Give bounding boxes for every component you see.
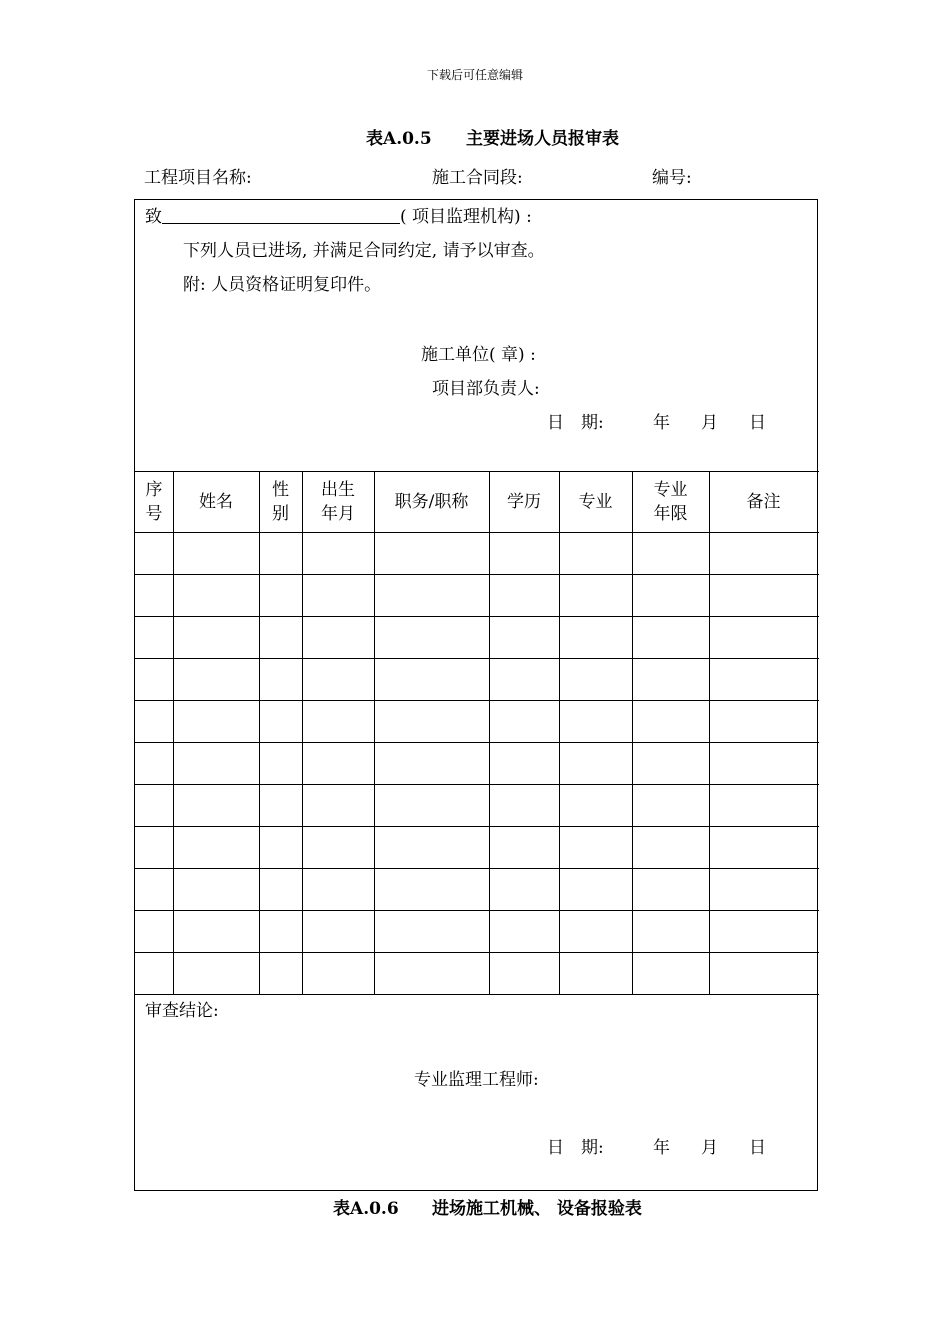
column-header-line-1: 出生 bbox=[321, 479, 355, 500]
table-cell[interactable] bbox=[375, 785, 488, 825]
table-cell[interactable] bbox=[560, 869, 631, 909]
table-cell[interactable] bbox=[490, 701, 558, 741]
table-cell[interactable] bbox=[174, 785, 258, 825]
date-day: 日 bbox=[749, 413, 766, 433]
table-cell[interactable] bbox=[303, 743, 373, 783]
table-cell[interactable] bbox=[633, 617, 708, 657]
table-cell[interactable] bbox=[174, 659, 258, 699]
table-cell[interactable] bbox=[303, 575, 373, 615]
table-cell[interactable] bbox=[710, 533, 817, 573]
table-cell[interactable] bbox=[174, 575, 258, 615]
header-note: 下载后可任意编辑 bbox=[426, 68, 523, 82]
recipient-blank[interactable] bbox=[162, 207, 400, 224]
date-label: 日 期: bbox=[547, 413, 604, 433]
column-header-line-1: 职务/职称 bbox=[394, 491, 469, 512]
review-date-day: 日 bbox=[749, 1138, 766, 1158]
body-line-1: 下列人员已进场, 并满足合同约定, 请予以审查。 bbox=[183, 241, 545, 261]
column-header-line-1: 学历 bbox=[507, 491, 541, 512]
column-header-line-2: 号 bbox=[145, 503, 163, 524]
column-header bbox=[259, 471, 302, 532]
table-cell[interactable] bbox=[490, 659, 558, 699]
table-cell[interactable] bbox=[260, 659, 301, 699]
form-title: 主要进场人员报审表 bbox=[466, 129, 619, 149]
to-suffix: ( 项目监理机构) : bbox=[400, 207, 532, 227]
table-cell[interactable] bbox=[490, 911, 558, 951]
table-cell[interactable] bbox=[260, 743, 301, 783]
review-date-month: 月 bbox=[701, 1138, 718, 1158]
table-cell[interactable] bbox=[710, 827, 817, 867]
table-cell[interactable] bbox=[710, 911, 817, 951]
date-year: 年 bbox=[653, 413, 670, 433]
table-cell[interactable] bbox=[174, 827, 258, 867]
project-manager-label: 项目部负责人: bbox=[432, 379, 540, 399]
table-cell[interactable] bbox=[490, 953, 558, 993]
table-cell[interactable] bbox=[560, 953, 631, 993]
table-cell[interactable] bbox=[136, 575, 172, 615]
table-cell[interactable] bbox=[710, 701, 817, 741]
table-cell[interactable] bbox=[560, 701, 631, 741]
body-line-2: 附: 人员资格证明复印件。 bbox=[183, 275, 382, 295]
contract-section-label: 施工合同段: bbox=[432, 168, 523, 188]
table-cell[interactable] bbox=[490, 743, 558, 783]
table-cell[interactable] bbox=[375, 743, 488, 783]
table-cell[interactable] bbox=[303, 869, 373, 909]
table-cell[interactable] bbox=[303, 953, 373, 993]
form-title-code: 表A.0.5 bbox=[366, 129, 432, 149]
table-cell[interactable] bbox=[174, 617, 258, 657]
table-cell[interactable] bbox=[260, 533, 301, 573]
recipient-line bbox=[145, 202, 532, 227]
table-cell[interactable] bbox=[303, 827, 373, 867]
table-cell[interactable] bbox=[633, 953, 708, 993]
column-header-line-2: 年月 bbox=[321, 503, 355, 524]
table-cell[interactable] bbox=[490, 617, 558, 657]
table-cell[interactable] bbox=[633, 659, 708, 699]
table-cell[interactable] bbox=[174, 911, 258, 951]
table-cell[interactable] bbox=[375, 575, 488, 615]
table-cell[interactable] bbox=[136, 743, 172, 783]
table-cell[interactable] bbox=[303, 911, 373, 951]
serial-number-label: 编号: bbox=[652, 168, 692, 188]
column-header bbox=[709, 471, 818, 532]
table-cell[interactable] bbox=[136, 827, 172, 867]
table-cell[interactable] bbox=[260, 617, 301, 657]
table-cell[interactable] bbox=[633, 911, 708, 951]
table-cell[interactable] bbox=[560, 533, 631, 573]
table-cell[interactable] bbox=[260, 869, 301, 909]
table-cell[interactable] bbox=[633, 827, 708, 867]
table-cell[interactable] bbox=[303, 785, 373, 825]
table-cell[interactable] bbox=[136, 617, 172, 657]
table-cell[interactable] bbox=[560, 575, 631, 615]
table-cell[interactable] bbox=[710, 659, 817, 699]
table-cell[interactable] bbox=[560, 785, 631, 825]
column-header bbox=[302, 471, 374, 532]
table-cell[interactable] bbox=[375, 659, 488, 699]
table-cell[interactable] bbox=[633, 533, 708, 573]
column-header bbox=[489, 471, 559, 532]
table-cell[interactable] bbox=[375, 533, 488, 573]
personnel-form bbox=[134, 199, 818, 1191]
table-cell[interactable] bbox=[710, 575, 817, 615]
table-cell[interactable] bbox=[633, 701, 708, 741]
project-name-label: 工程项目名称: bbox=[144, 168, 252, 188]
table-cell[interactable] bbox=[260, 911, 301, 951]
table-cell[interactable] bbox=[560, 743, 631, 783]
table-cell[interactable] bbox=[560, 827, 631, 867]
table-cell[interactable] bbox=[260, 575, 301, 615]
table-cell[interactable] bbox=[260, 827, 301, 867]
table-cell[interactable] bbox=[260, 701, 301, 741]
next-form-title-code: 表A.0.6 bbox=[333, 1199, 399, 1219]
table-cell[interactable] bbox=[560, 911, 631, 951]
table-cell[interactable] bbox=[710, 869, 817, 909]
table-cell[interactable] bbox=[136, 533, 172, 573]
table-cell[interactable] bbox=[260, 953, 301, 993]
column-header-line-1: 专业 bbox=[653, 479, 688, 500]
table-cell[interactable] bbox=[375, 701, 488, 741]
table-cell[interactable] bbox=[136, 785, 172, 825]
table-cell[interactable] bbox=[633, 785, 708, 825]
table-cell[interactable] bbox=[710, 785, 817, 825]
table-cell[interactable] bbox=[560, 617, 631, 657]
table-cell[interactable] bbox=[174, 533, 258, 573]
table-cell[interactable] bbox=[136, 659, 172, 699]
table-cell[interactable] bbox=[633, 743, 708, 783]
date-month: 月 bbox=[701, 413, 718, 433]
review-date-year: 年 bbox=[653, 1138, 670, 1158]
table-cell[interactable] bbox=[174, 869, 258, 909]
column-header bbox=[559, 471, 632, 532]
table-cell[interactable] bbox=[303, 533, 373, 573]
table-cell[interactable] bbox=[710, 617, 817, 657]
table-cell[interactable] bbox=[136, 953, 172, 993]
table-cell[interactable] bbox=[490, 785, 558, 825]
table-cell[interactable] bbox=[710, 743, 817, 783]
column-header-line-1: 姓名 bbox=[199, 491, 233, 512]
table-cell[interactable] bbox=[174, 743, 258, 783]
table-cell[interactable] bbox=[303, 617, 373, 657]
review-date-label: 日 期: bbox=[547, 1138, 604, 1158]
column-header-line-1: 序 bbox=[145, 479, 163, 500]
column-header bbox=[374, 471, 489, 532]
table-cell[interactable] bbox=[633, 869, 708, 909]
column-header-line-2: 别 bbox=[272, 503, 289, 524]
table-cell[interactable] bbox=[633, 575, 708, 615]
column-header-line-1: 专业 bbox=[578, 491, 613, 512]
table-cell[interactable] bbox=[375, 827, 488, 867]
column-header bbox=[173, 471, 259, 532]
table-cell[interactable] bbox=[303, 701, 373, 741]
table-cell[interactable] bbox=[490, 827, 558, 867]
table-cell[interactable] bbox=[375, 617, 488, 657]
table-cell[interactable] bbox=[136, 701, 172, 741]
table-cell[interactable] bbox=[136, 869, 172, 909]
table-cell[interactable] bbox=[260, 785, 301, 825]
table-cell[interactable] bbox=[375, 911, 488, 951]
table-cell[interactable] bbox=[560, 659, 631, 699]
table-cell[interactable] bbox=[174, 701, 258, 741]
to-prefix: 致 bbox=[145, 207, 162, 227]
column-header bbox=[632, 471, 709, 532]
contractor-seal-label: 施工单位( 章) : bbox=[421, 345, 536, 365]
table-cell[interactable] bbox=[490, 575, 558, 615]
column-header-line-2: 年限 bbox=[653, 503, 688, 524]
column-header-line-1: 备注 bbox=[746, 491, 781, 512]
column-header bbox=[135, 471, 173, 532]
table-cell[interactable] bbox=[490, 869, 558, 909]
table-cell[interactable] bbox=[490, 533, 558, 573]
supervising-engineer-label: 专业监理工程师: bbox=[414, 1070, 539, 1090]
table-cell[interactable] bbox=[375, 953, 488, 993]
table-cell[interactable] bbox=[375, 869, 488, 909]
next-form-title: 进场施工机械、 设备报验表 bbox=[432, 1199, 642, 1219]
table-bottom-rule bbox=[135, 994, 819, 995]
table-cell[interactable] bbox=[136, 911, 172, 951]
column-header-line-1: 性 bbox=[272, 479, 289, 500]
table-cell[interactable] bbox=[174, 953, 258, 993]
table-cell[interactable] bbox=[303, 659, 373, 699]
review-conclusion-label: 审查结论: bbox=[145, 1001, 219, 1021]
table-cell[interactable] bbox=[710, 953, 817, 993]
